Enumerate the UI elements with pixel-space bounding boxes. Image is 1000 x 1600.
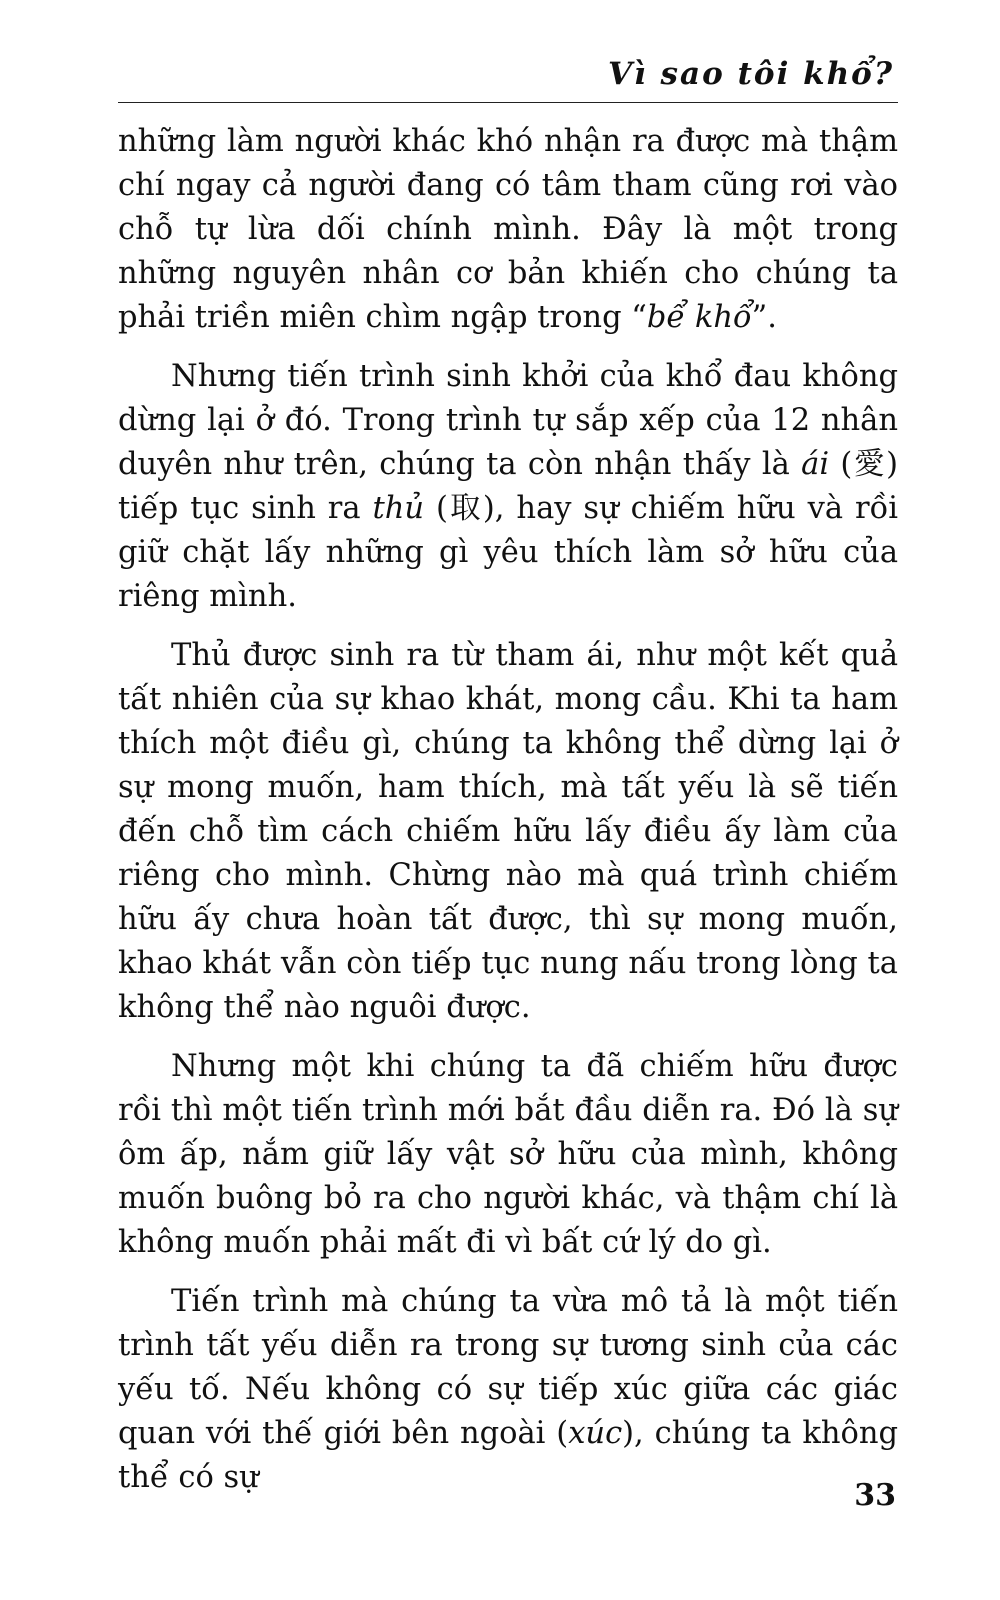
paragraph-1 xyxy=(118,120,898,340)
paragraph-5-text-1: Tiến trình mà chúng ta vừa mô tả là một tiến trình tất yếu diễn ra trong sự tương sinh của các yếu tố. Nếu không có sự tiếp xúc giữa các giác quan với thế giới bên ngoài ( xyxy=(118,1284,898,1451)
paragraph-4 xyxy=(118,1045,898,1265)
paragraph-2-emphasis-2: thủ xyxy=(372,491,425,526)
paragraph-5 xyxy=(118,1280,898,1500)
paragraph-1-emphasis-1: bể khổ xyxy=(646,300,752,335)
paragraph-2 xyxy=(118,355,898,619)
paragraph-3 xyxy=(118,634,898,1030)
paragraph-3-text-1: Thủ được sinh ra từ tham ái, như một kết quả tất nhiên của sự khao khát, mong cầu. Khi ta ham thích một điều gì, chúng ta không thể dừng lại ở sự mong muốn, ham thích, mà tất yếu là sẽ tiến đến chỗ tìm cách chiếm hữu lấy điều ấy làm của riêng cho mình. Chừng nào mà quá trình chiếm hữu ấy chưa hoàn tất được, thì sự mong muốn, khao khát vẫn còn tiếp tục nung nấu trong lòng ta không thể nào nguôi được. xyxy=(118,638,898,1025)
paragraph-2-text-2: (愛) tiếp tục sinh ra xyxy=(118,447,898,526)
paragraph-1-text-1: những làm người khác khó nhận ra được mà thậm chí ngay cả người đang có tâm tham cũng rơi vào chỗ tự lừa dối chính mình. Đây là một trong những nguyên nhân cơ bản khiến cho chúng ta phải triền miên chìm ngập trong “ xyxy=(118,124,898,335)
running-header-title: Vì sao tôi khổ? xyxy=(607,56,894,92)
paragraph-1-text-2: ”. xyxy=(751,300,777,335)
paragraph-5-text-2: ), chúng ta không thể có sự xyxy=(118,1416,898,1495)
paragraph-5-emphasis-1: xúc xyxy=(568,1416,623,1451)
paragraph-2-text-3: (取), hay sự chiếm hữu và rồi giữ chặt lấy những gì yêu thích làm sở hữu của riêng mình. xyxy=(118,491,898,614)
running-header xyxy=(118,50,898,103)
page-number: 33 xyxy=(854,1478,896,1513)
paragraph-2-emphasis-1: ái xyxy=(801,447,830,482)
paragraph-4-text-1: Nhưng một khi chúng ta đã chiếm hữu được rồi thì một tiến trình mới bắt đầu diễn ra. Đó là sự ôm ấp, nắm giữ lấy vật sở hữu của mình, không muốn buông bỏ ra cho người khác, và thậm chí là không muốn phải mất đi vì bất cứ lý do gì. xyxy=(118,1049,898,1260)
body-text xyxy=(118,120,898,1515)
paragraph-2-text-1: Nhưng tiến trình sinh khởi của khổ đau không dừng lại ở đó. Trong trình tự sắp xếp của 12 nhân duyên như trên, chúng ta còn nhận thấy là xyxy=(118,359,898,482)
